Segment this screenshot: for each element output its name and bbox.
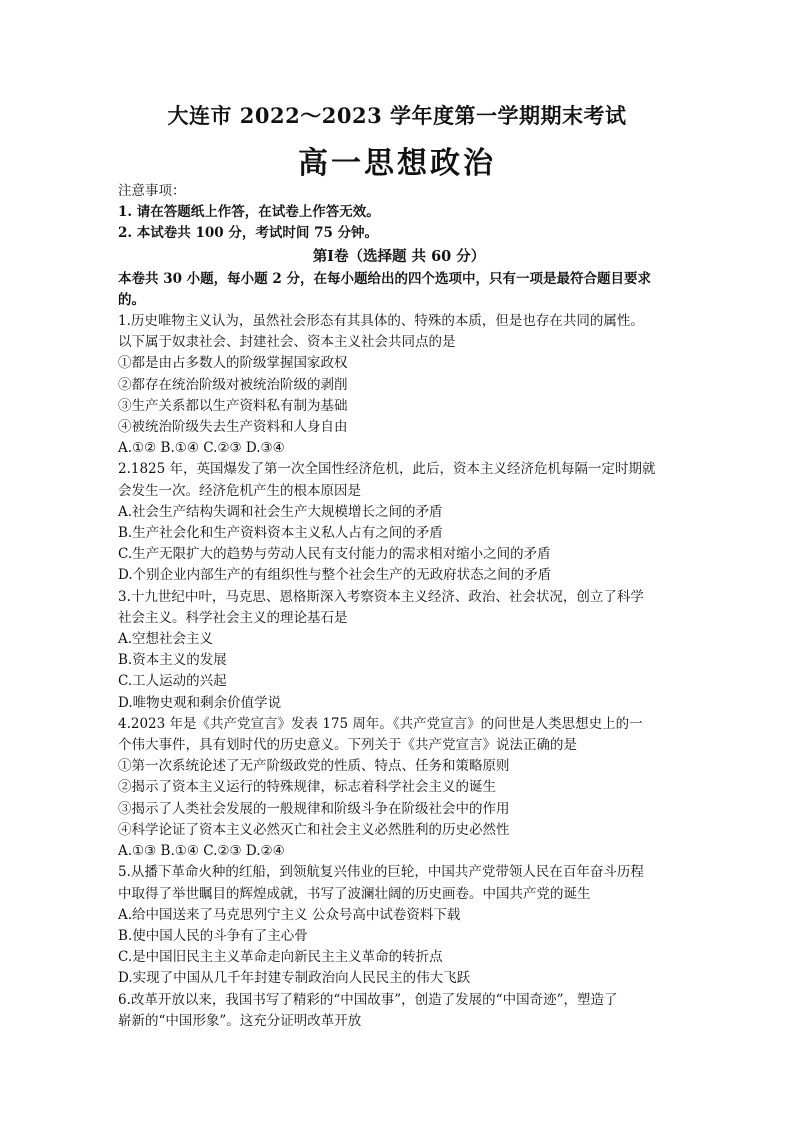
exam-content bbox=[118, 181, 680, 1032]
question-stem: 6.改革开放以来，我国书写了精彩的“中国故事”，创造了发展的“中国奇迹”，塑造了 bbox=[118, 991, 618, 1008]
question bbox=[118, 459, 680, 586]
section-title: 第Ⅰ卷（选择题 共 60 分） bbox=[312, 247, 486, 265]
question-stem: 以下属于奴隶社会、封建社会、资本主义社会共同点的是 bbox=[118, 334, 456, 351]
question-option: A.①② B.①④ C.②③ D.③④ bbox=[118, 440, 285, 457]
question bbox=[118, 862, 680, 989]
question-option: A.社会生产结构失调和社会生产大规模增长之间的矛盾 bbox=[118, 503, 443, 520]
question bbox=[118, 714, 680, 862]
question-option: B.生产社会化和生产资料资本主义私人占有之间的矛盾 bbox=[118, 525, 443, 542]
question-list bbox=[118, 311, 680, 1032]
question-statement: ①都是由占多数人的阶级掌握国家政权 bbox=[118, 355, 348, 372]
exam-title: 大连市 2022～2023 学年度第一学期期末考试 bbox=[167, 103, 627, 128]
notice-item: 2. 本试卷共 100 分，考试时间 75 分钟。 bbox=[118, 225, 379, 242]
question-stem: 会发生一次。经济危机产生的根本原因是 bbox=[118, 482, 361, 499]
question-stem: 4.2023 年是《共产党宣言》发表 175 周年。《共产党宣言》的问世是人类思想史上的一 bbox=[118, 715, 643, 732]
notice-item: 1. 请在答题纸上作答，在试卷上作答无效。 bbox=[118, 204, 380, 221]
question bbox=[118, 587, 680, 714]
question-statement: ④被统治阶级失去生产资料和人身自由 bbox=[118, 419, 348, 436]
question-stem: 3.十九世纪中叶，马克思、恩格斯深入考察资本主义经济、政治、社会状况，创立了科学 bbox=[118, 588, 644, 605]
question-stem: 社会主义。科学社会主义的理论基石是 bbox=[118, 609, 348, 626]
question-stem: 2.1825 年，英国爆发了第一次全国性经济危机，此后，资本主义经济危机每隔一定时期就 bbox=[118, 461, 656, 478]
exam-subject: 高一思想政治 bbox=[298, 146, 496, 181]
question-option: C.是中国旧民主主义革命走向新民主主义革命的转折点 bbox=[118, 949, 443, 966]
question-option: B.使中国人民的斗争有了主心骨 bbox=[118, 927, 308, 944]
section-instructions: 本卷共 30 小题，每小题 2 分，在每小题给出的四个选项中，只有一项是最符合题目要求 bbox=[118, 270, 651, 287]
question-option: D.个别企业内部生产的有组织性与整个社会生产的无政府状态之间的矛盾 bbox=[118, 567, 552, 584]
question-stem: 1.历史唯物主义认为，虽然社会形态有其具体的、特殊的本质，但是也存在共同的属性。 bbox=[118, 313, 644, 330]
question-statement: ③生产关系都以生产资料私有制为基础 bbox=[118, 397, 348, 414]
question-option: C.生产无限扩大的趋势与劳动人民有支付能力的需求相对缩小之间的矛盾 bbox=[118, 546, 551, 563]
question-option: C.工人运动的兴起 bbox=[118, 673, 227, 690]
question-stem: 个伟大事件，具有划时代的历史意义。下列关于《共产党宣言》说法正确的是 bbox=[118, 737, 577, 754]
notice-heading: 注意事项： bbox=[118, 183, 186, 199]
question-statement: ①第一次系统论述了无产阶级政党的性质、特点、任务和策略原则 bbox=[118, 758, 510, 775]
question-stem: 5.从播下革命火种的红船，到领航复兴伟业的巨轮，中国共产党带领人民在百年奋斗历程 bbox=[118, 864, 644, 881]
question bbox=[118, 311, 680, 459]
section-instructions: 的。 bbox=[118, 291, 145, 308]
question-option: A.空想社会主义 bbox=[118, 631, 214, 648]
question-statement: ②都存在统治阶级对被统治阶级的剥削 bbox=[118, 376, 348, 393]
question-option: D.实现了中国从几千年封建专制政治向人民民主的伟大飞跃 bbox=[118, 970, 471, 987]
question bbox=[118, 990, 680, 1032]
question-statement: ③揭示了人类社会发展的一般规律和阶级斗争在阶级社会中的作用 bbox=[118, 800, 510, 817]
question-option: A.给中国送来了马克思列宁主义 公众号高中试卷资料下载 bbox=[118, 906, 461, 923]
question-option: A.①③ B.①④ C.②③ D.②④ bbox=[118, 843, 285, 860]
question-option: B.资本主义的发展 bbox=[118, 652, 227, 669]
question-statement: ②揭示了资本主义运行的特殊规律，标志着科学社会主义的诞生 bbox=[118, 779, 496, 796]
question-statement: ④科学论证了资本主义必然灭亡和社会主义必然胜利的历史必然性 bbox=[118, 821, 510, 838]
question-stem: 崭新的“中国形象”。这充分证明改革开放 bbox=[118, 1012, 362, 1029]
question-option: D.唯物史观和剩余价值学说 bbox=[118, 694, 282, 711]
question-stem: 中取得了举世瞩目的辉煌成就，书写了波澜壮阔的历史画卷。中国共产党的诞生 bbox=[118, 885, 591, 902]
